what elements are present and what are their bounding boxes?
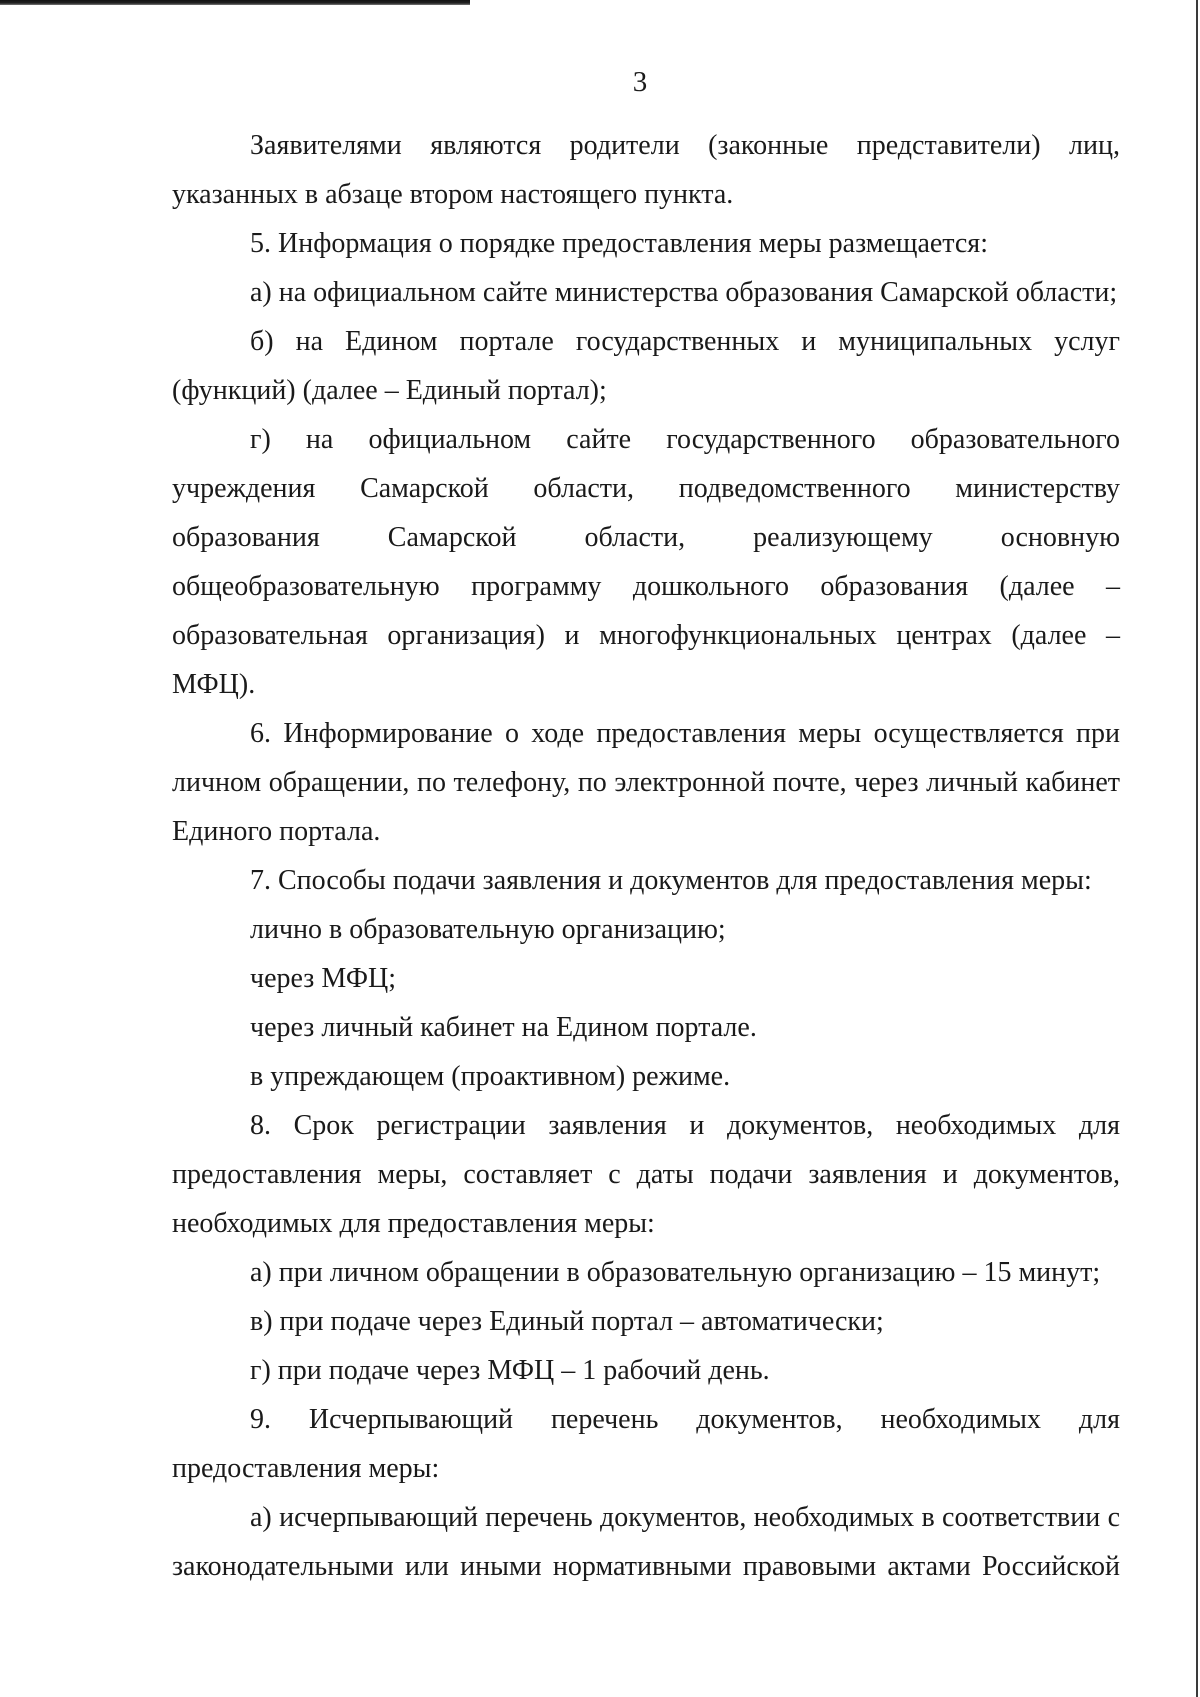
- paragraph-5g: г) на официальном сайте государственного образовательного учреждения Самарской области, подведомственного министерству образования Самарской области, реализующему основную общеобразовательную программу дошкольного образования (далее – образовательная организация) и многофункциональных центрах (далее – МФЦ).: [172, 424, 1120, 700]
- document-body: [172, 121, 1120, 1591]
- paragraph-6: 6. Информирование о ходе предоставления меры осуществляется при личном обращении, по телефону, по электронной почте, через личный кабинет Единого портала.: [172, 718, 1120, 847]
- paragraph-7-item-4: в упреждающем (проактивном) режиме.: [250, 1061, 731, 1092]
- paragraph-8v: в) при подаче через Единый портал – автоматически;: [250, 1306, 884, 1337]
- page-number: 3: [632, 66, 648, 98]
- paragraph-8-heading: 8. Срок регистрации заявления и документов, необходимых для предоставления меры, составляет с даты подачи заявления и документов, необходимых для предоставления меры:: [172, 1110, 1120, 1239]
- paragraph-5a: а) на официальном сайте министерства образования Самарской области;: [250, 277, 1118, 308]
- paragraph-7-item-3: через личный кабинет на Едином портале.: [250, 1012, 757, 1043]
- paragraph-7-heading: 7. Способы подачи заявления и документов для предоставления меры:: [250, 865, 1092, 896]
- scan-edge-top: [0, 0, 470, 5]
- paragraph-9a: а) исчерпывающий перечень документов, необходимых в соответствии с законодательными или иными нормативными правовыми актами Российской: [172, 1502, 1120, 1582]
- scan-edge-right: [1196, 0, 1198, 1697]
- paragraph-5-heading: 5. Информация о порядке предоставления меры размещается:: [250, 228, 988, 259]
- paragraph-8a: а) при личном обращении в образовательную организацию – 15 минут;: [250, 1257, 1101, 1288]
- paragraph-8g: г) при подаче через МФЦ – 1 рабочий день.: [250, 1355, 770, 1386]
- paragraph-7-item-2: через МФЦ;: [250, 963, 396, 994]
- paragraph-7-item-1: лично в образовательную организацию;: [250, 914, 726, 945]
- paragraph-5b: б) на Едином портале государственных и муниципальных услуг (функций) (далее – Единый портал);: [172, 326, 1120, 406]
- paragraph-9-heading: 9. Исчерпывающий перечень документов, необходимых для предоставления меры:: [172, 1404, 1120, 1484]
- paragraph-applicants: Заявителями являются родители (законные представители) лиц, указанных в абзаце втором настоящего пункта.: [172, 130, 1120, 210]
